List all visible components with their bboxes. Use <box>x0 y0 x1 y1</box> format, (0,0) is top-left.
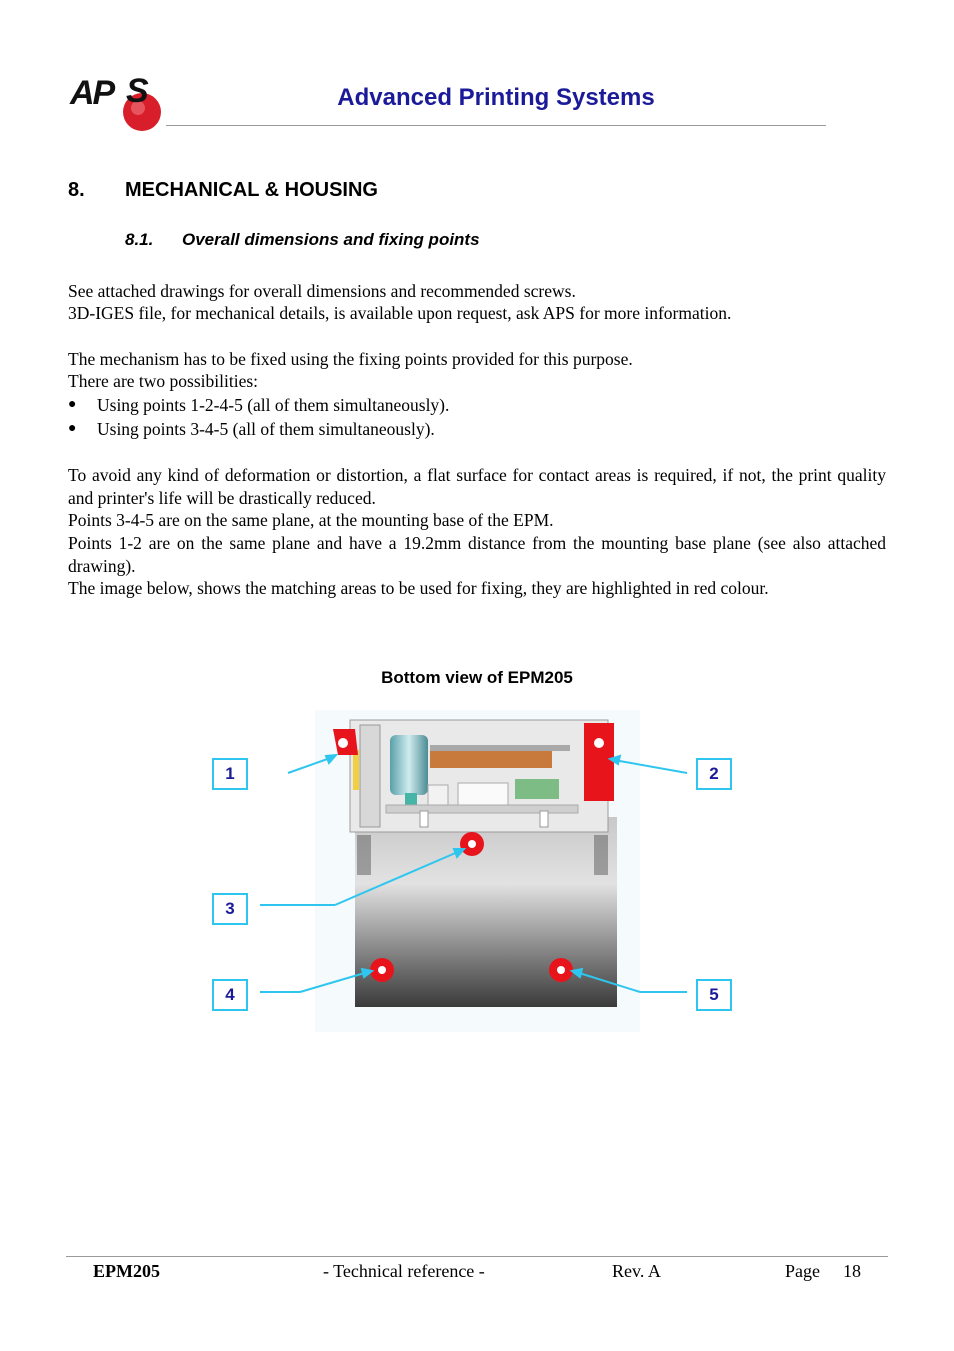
subsection-number: 8.1. <box>125 230 154 249</box>
section-title: MECHANICAL & HOUSING <box>125 179 378 201</box>
list-item: Using points 1-2-4-5 (all of them simultaneously). <box>97 395 450 415</box>
callout-label-4: 4 <box>212 979 248 1011</box>
bullet-icon: ● <box>68 421 77 436</box>
footer-model: EPM205 <box>93 1261 160 1281</box>
subsection-title: Overall dimensions and fixing points <box>182 230 480 249</box>
paragraph: Points 1-2 are on the same plane and have a 19.2mm distance from the mounting base plane (see also attached drawing). <box>68 533 886 576</box>
printer-bottom-view-image <box>200 705 760 1035</box>
paragraph-line: There are two possibilities: <box>68 371 259 391</box>
header-title: Advanced Printing Systems <box>337 84 655 111</box>
footer-revision: Rev. A <box>612 1261 661 1281</box>
svg-text:S: S <box>126 72 149 110</box>
paragraph-line: Points 3-4-5 are on the same plane, at the mounting base of the EPM. <box>68 510 554 530</box>
footer-page-number: 18 <box>843 1261 861 1281</box>
section-number: 8. <box>68 179 85 201</box>
paragraph-line: See attached drawings for overall dimensions and recommended screws. <box>68 281 576 301</box>
paragraph-line: 3D-IGES file, for mechanical details, is available upon request, ask APS for more information. <box>68 303 732 323</box>
paragraph: To avoid any kind of deformation or distortion, a flat surface for contact areas is required, if not, the print quality and printer's life will be drastically reduced. <box>68 465 886 508</box>
footer-page-label: Page <box>785 1261 820 1281</box>
aps-logo <box>68 70 168 134</box>
paragraph-line: The image below, shows the matching areas to be used for fixing, they are highlighted in red colour. <box>68 578 769 598</box>
header-divider <box>166 125 826 126</box>
bullet-icon: ● <box>68 397 77 412</box>
callout-label-5: 5 <box>696 979 732 1011</box>
paragraph-line: The mechanism has to be fixed using the fixing points provided for this purpose. <box>68 349 633 369</box>
footer-divider <box>66 1256 888 1257</box>
list-item: Using points 3-4-5 (all of them simultaneously). <box>97 419 435 439</box>
svg-text:AP: AP <box>70 74 114 112</box>
callout-label-3: 3 <box>212 893 248 925</box>
callout-label-2: 2 <box>696 758 732 790</box>
figure-caption: Bottom view of EPM205 <box>381 668 573 687</box>
callout-label-1: 1 <box>212 758 248 790</box>
footer-doc-type: - Technical reference - <box>323 1261 485 1281</box>
